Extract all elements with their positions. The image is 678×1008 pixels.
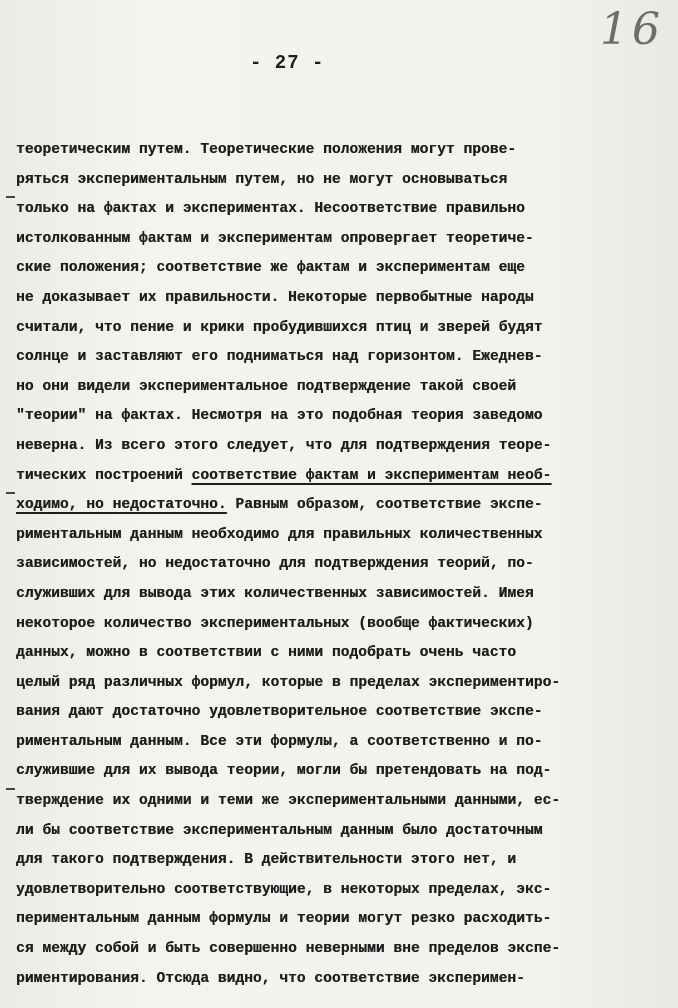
margin-mark: [6, 196, 15, 198]
text-segment: ские положения; соответствие же фактам и экспериментам еще: [16, 260, 525, 277]
text-segment: зависимостей, но недостаточно для подтверждения теорий, по-: [16, 556, 534, 573]
text-segment: целый ряд различных формул, которые в пределах экспериментиро-: [16, 674, 561, 691]
text-line: [16, 284, 666, 314]
text-line: [16, 757, 666, 787]
text-segment: риментальным данным необходимо для правильных количественных: [16, 526, 543, 543]
underlined-text: ходимо, но недостаточно.: [16, 497, 227, 514]
text-segment: неверна. Из всего этого следует, что для подтверждения теоре-: [16, 437, 552, 454]
text-line: [16, 462, 666, 492]
text-segment: ряться экспериментальным путем, но не могут основываться: [16, 171, 508, 188]
margin-mark: [6, 492, 15, 494]
text-line: [16, 373, 666, 403]
text-line: [16, 166, 666, 196]
text-line: [16, 432, 666, 462]
text-line: [16, 669, 666, 699]
text-line: [16, 195, 666, 225]
text-line: [16, 876, 666, 906]
text-line: [16, 787, 666, 817]
text-line: [16, 314, 666, 344]
text-line: [16, 254, 666, 284]
text-line: [16, 521, 666, 551]
text-line: [16, 935, 666, 965]
text-line: [16, 817, 666, 847]
text-segment: теоретическим путем. Теоретические положения могут прове-: [16, 142, 517, 158]
text-line: [16, 728, 666, 758]
text-line: [16, 639, 666, 669]
margin-mark: [6, 788, 15, 790]
page-number: - 27 -: [250, 52, 325, 74]
text-line: [16, 491, 666, 521]
text-line: [16, 610, 666, 640]
text-segment: солнце и заставляют его подниматься над горизонтом. Ежеднев-: [16, 349, 543, 366]
text-segment: служивших для вывода этих количественных зависимостей. Имея: [16, 585, 534, 602]
text-segment: "теории" на фактах. Несмотря на это подобная теория заведомо: [16, 408, 543, 425]
text-segment: периментальным данным формулы и теории могут резко расходить-: [16, 911, 552, 928]
text-line: [16, 965, 666, 995]
text-segment: служившие для их вывода теории, могли бы претендовать на под-: [16, 763, 552, 780]
text-line: [16, 402, 666, 432]
folio-number: 16: [600, 4, 664, 55]
text-segment: только на фактах и экспериментах. Несоответствие правильно: [16, 201, 525, 218]
text-line: [16, 580, 666, 610]
text-segment: тических построений: [16, 467, 192, 484]
text-line: [16, 136, 666, 166]
text-segment: некоторое количество экспериментальных (вообще фактических): [16, 615, 534, 632]
text-segment: не доказывает их правильности. Некоторые первобытные народы: [16, 289, 534, 306]
text-segment: для такого подтверждения. В действительности этого нет, и: [16, 852, 517, 869]
text-segment: риментирования. Отсюда видно, что соответствие эксперимен-: [16, 970, 525, 987]
text-segment: считали, что пение и крики пробудившихся птиц и зверей будят: [16, 319, 543, 336]
text-line: [16, 343, 666, 373]
text-line: [16, 698, 666, 728]
text-segment: Равным образом, соответствие экспе-: [226, 497, 543, 514]
text-segment: данных, можно в соответствии с ними подобрать очень часто: [16, 645, 517, 662]
text-segment: риментальным данным. Все эти формулы, а соответственно и по-: [16, 733, 543, 750]
text-segment: вания дают достаточно удовлетворительное соответствие экспе-: [16, 704, 543, 721]
text-segment: ли бы соответствие экспериментальным данным было достаточным: [16, 822, 543, 839]
text-line: [16, 846, 666, 876]
text-segment: но они видели экспериментальное подтверждение такой своей: [16, 378, 517, 395]
text-segment: истолкованным фактам и экспериментам опровергает теоретиче-: [16, 230, 534, 247]
text-line: [16, 905, 666, 935]
text-segment: ся между собой и быть совершенно неверными вне пределов экспе-: [16, 941, 561, 958]
text-line: [16, 225, 666, 255]
text-segment: тверждение их одними и теми же экспериментальными данными, ес-: [16, 793, 561, 810]
text-line: [16, 550, 666, 580]
body-text: [16, 136, 666, 994]
underlined-text: соответствие фактам и экспериментам необ-: [191, 467, 552, 484]
text-segment: удовлетворительно соответствующие, в некоторых пределах, экс-: [16, 881, 552, 898]
